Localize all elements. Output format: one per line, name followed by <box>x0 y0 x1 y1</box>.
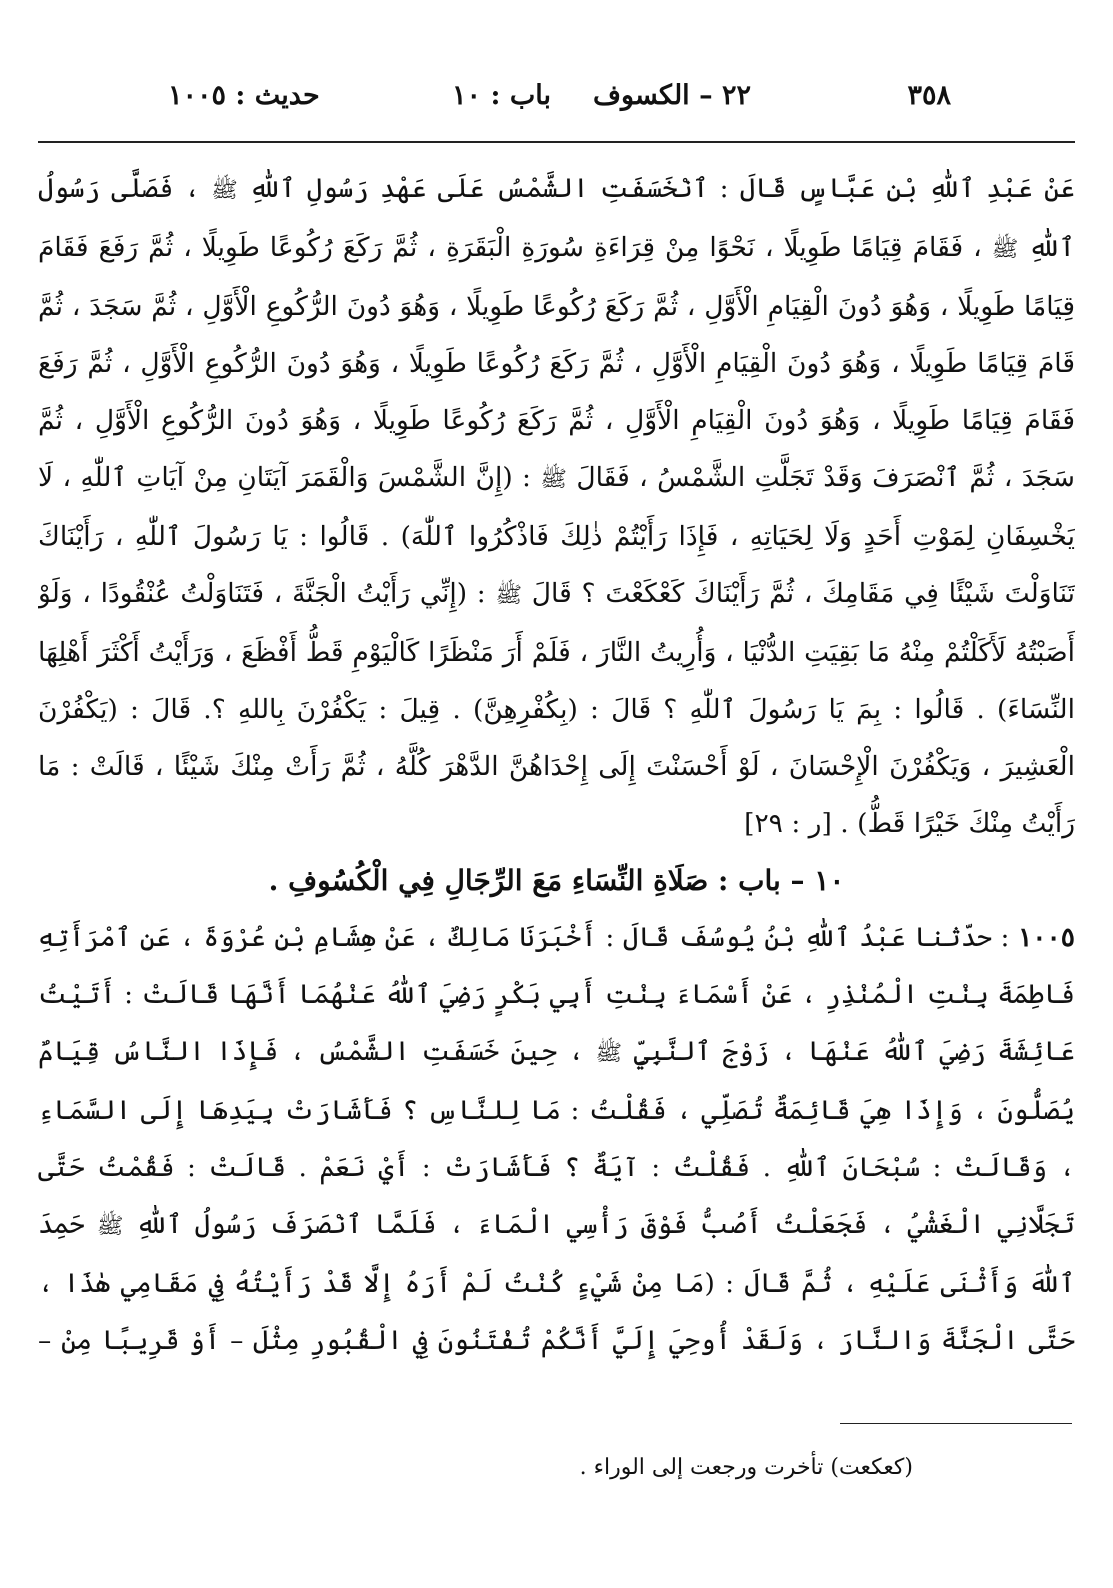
text-segment: ، فَقَامَ قِيَامًا طَوِيلًا ، نَحْوًا مِنْ قِرَاءَةِ سُورَةِ الْبَقَرَةِ ، ثُمَّ رَكَعَ رُكُوعًا طَوِيلًا ، ثُمَّ رَفَعَ فَقَامَ قِيَامًا طَوِيلًا ، وَهُوَ دُونَ الْقِيَامِ الْأَوَّلِ ، ثُمَّ رَكَعَ رُكُوعًا طَوِيلًا ، وَهُوَ دُونَ الرُّكُوعِ الْأَوَّلِ ، ثُمَّ سَجَدَ ، ثُمَّ قَامَ قِيَامًا طَوِيلًا ، وَهُوَ دُونَ الْقِيَامِ الْأَوَّلِ ، ثُمَّ رَكَعَ رُكُوعًا طَوِيلًا ، وَهُوَ دُونَ الرُّكُوعِ الْأَوَّلِ ، ثُمَّ رَفَعَ فَقَامَ قِيَامًا طَوِيلًا ، وَهُوَ دُونَ الْقِيَامِ الْأَوَّلِ ، ثُمَّ رَكَعَ رُكُوعًا طَوِيلًا ، وَهُوَ دُونَ الرُّكُوعِ الْأَوَّلِ ، ثُمَّ سَجَدَ ، ثُمَّ ٱنْصَرَفَ وَقَدْ تَجَلَّتِ الشَّمْسُ ، فَقَالَ <box>38 232 1075 493</box>
header-divider <box>38 141 1075 143</box>
chapter-heading: ١٠ – باب : صَلَاةِ النِّسَاءِ مَعَ الرِّجَالِ فِي الْكُسُوفِ . <box>268 864 845 897</box>
salawat-symbol: ﷺ <box>96 1214 124 1239</box>
footnote: (كعكعت) تأخرت ورجعت إلى الوراء . <box>579 1455 913 1480</box>
salawat-symbol: ﷺ <box>211 178 238 203</box>
page-number: ٣٥٨ <box>907 80 951 111</box>
text-segment: : (إِنَّ الشَّمْسَ وَالْقَمَرَ آيَتَانِ مِنْ آيَاتِ ٱللّٰهِ ، لَا يَخْسِفَانِ لِمَوْتِ أَحَدٍ وَلَا لِحَيَاتِهِ ، فَإِذَا رَأَيْتُمْ ذٰلِكَ فَاذْكُرُوا ٱللّٰهَ) . قَالُوا : يَا رَسُولَ ٱللّٰهِ ، رَأَيْنَاكَ تَنَاوَلْتَ شَيْئًا فِي مَقَامِكَ ، ثُمَّ رَأَيْنَاكَ كَعْكَعْتَ ؟ قَالَ <box>38 462 1075 609</box>
footnote-divider <box>840 1423 1072 1424</box>
cross-reference: [ر : ٢٩] <box>744 808 832 839</box>
salawat-symbol: ﷺ <box>595 1041 623 1066</box>
book-title: ٢٢ – الكسوف <box>593 80 751 111</box>
text-segment: ، فَصَلَّى رَسُولُ ٱللّٰهِ <box>38 173 1075 263</box>
text-segment: : (إِنِّي رَأَيْتُ الْجَنَّةَ ، فَتَنَاوَلْتُ عُنْقُودًا ، وَلَوْ أَصَبْتُهُ لَأَكَلْتُمْ مِنْهُ مَا بَقِيَتِ الدُّنْيَا ، وَأُرِيتُ النَّارَ ، فَلَمْ أَرَ مَنْظَرًا كَالْيَوْمِ قَطُّ أَفْظَعَ ، وَرَأَيْتُ أَكْثَرَ أَهْلِهَا النِّسَاءَ) . قَالُوا : بِمَ يَا رَسُولَ ٱللّٰهِ ؟ قَالَ : (بِكُفْرِهِنَّ) . قِيلَ : يَكْفُرْنَ بِاللهِ ؟. قَالَ : (يَكْفُرْنَ الْعَشِيرَ ، وَيَكْفُرْنَ الْإِحْسَانَ ، لَوْ أَحْسَنْتَ إِلَى إِحْدَاهُنَّ الدَّهْرَ كُلَّهُ ، ثُمَّ رَأَتْ مِنْكَ شَيْئًا ، قَالَتْ : مَا رَأَيْتُ مِنْكَ خَيْرًا قَطُّ) . <box>38 578 1075 839</box>
text-segment: حَمِدَ ٱللّٰهَ وَأَثْنَى عَلَيْهِ ، ثُمَّ قَالَ : (مَا مِنْ شَيْءٍ كُنْتُ لَمْ أَرَهُ إِلَّا قَدْ رَأَيْتُهُ فِي مَقَامِي هٰذَا ، حَتَّى الْجَنَّةَ وَالنَّارَ ، وَلَقَدْ أُوحِيَ إِلَيَّ أَنَّكُمْ تُفْتَنُونَ فِي الْقُبُورِ مِثْلَ – أَوْ قَرِيبًا مِنْ – <box>38 1209 1075 1356</box>
hadith-number: ١٠٠٥ <box>1018 922 1075 953</box>
salawat-symbol: ﷺ <box>495 583 523 608</box>
salawat-symbol: ﷺ <box>540 467 567 492</box>
main-text <box>38 160 1075 1360</box>
hadith-paragraph-2 <box>38 909 1075 1360</box>
hadith-label: حديث : ١٠٠٥ <box>168 80 320 111</box>
hadith-paragraph-1 <box>38 160 1075 852</box>
page-header <box>168 80 951 124</box>
salawat-symbol: ﷺ <box>991 237 1019 262</box>
text-segment: عَنْ عَبْدِ ٱللّٰهِ بْنِ عَبَّاسٍ قَالَ : ٱنْخَسَفَتِ الشَّمْسُ عَلَى عَهْدِ رَسُولِ ٱللّٰهِ <box>248 173 1075 204</box>
chapter-label: باب : ١٠ <box>452 80 551 111</box>
text-segment: : حدّثنا عَبْدُ ٱللّٰهِ بْنُ يُوسُفَ قَالَ : أَخْبَرَنَا مَالِكٌ ، عَنْ هِشَامِ بْنِ عُرْوَةَ ، عَنِ ٱمْرَأَتِهِ فَاطِمَةَ بِنْتِ الْمُنْذِرِ ، عَنْ أَسْمَاءَ بِنْتِ أَبِي بَكْرٍ رَضِيَ ٱللّٰهُ عَنْهُمَا أَنَّهَا قَالَتْ : أَتَيْتُ عَائِشَةَ رَضِيَ ٱللّٰهُ عَنْهَا ، زَوْجَ ٱلنَّبِيِّ <box>38 922 1075 1067</box>
text-segment: ، حِينَ خَسَفَتِ الشَّمْسُ ، فَإِذَا النَّاسُ قِيَامٌ يُصَلُّونَ ، وَإِذَا هِيَ قَائِمَةٌ تُصَلِّي ، فَقُلْتُ : مَا لِلنَّاسِ ؟ فَأَشَارَتْ بِيَدِهَا إِلَى السَّمَاءِ ، وَقَالَتْ : سُبْحَانَ ٱللّٰهِ . فَقُلْتُ : آيَةٌ ؟ فَأَشَارَتْ : أَيْ نَعَمْ . قَالَتْ : فَقُمْتُ حَتَّى تَجَلَّانِي الْغَشْيُ ، فَجَعَلْتُ أَصُبُّ فَوْقَ رَأْسِي الْمَاءَ ، فَلَمَّا ٱنْصَرَفَ رَسُولُ ٱللّٰهِ <box>38 1036 1075 1240</box>
